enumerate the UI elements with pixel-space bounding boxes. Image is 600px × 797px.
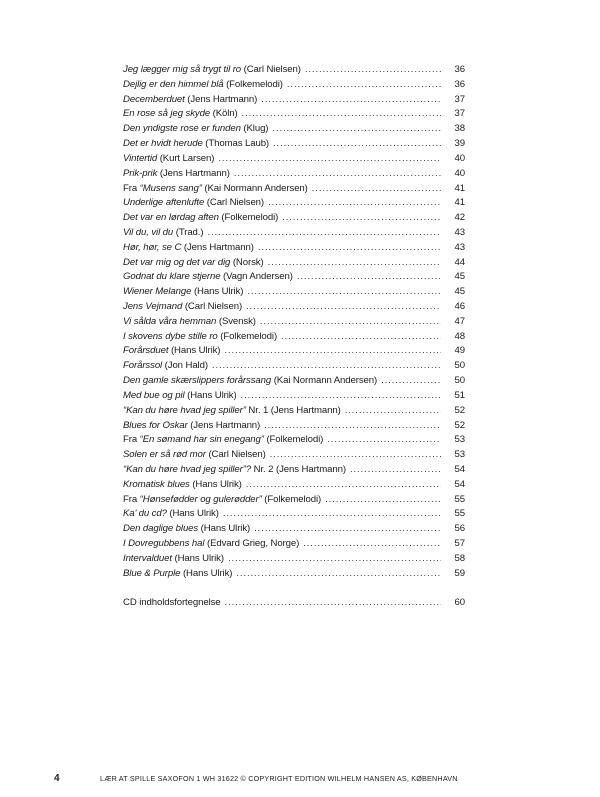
toc-entry-title [123,137,269,152]
toc-entry-page: 39 [454,138,465,150]
dot-leader [228,552,441,567]
toc-entry-title [123,463,346,478]
dot-leader [246,300,441,315]
toc-entry-title [123,404,341,419]
dot-leader [303,537,441,552]
toc-entry-song-title: Den yndigste rose er funden [123,123,241,135]
toc-entry-cd-index[interactable] [123,596,465,611]
toc-entry-song-title: “En sømand har sin enegang” [139,434,264,446]
dot-leader [287,78,441,93]
toc-entry-page: 55 [454,508,465,520]
dot-leader [225,596,441,611]
toc-entry-credit: (Hans Ulrik) [168,345,221,357]
toc-entry-song-title: Blues for Oskar [123,419,188,431]
toc-entry-song-title: Det var mig og det var dig [123,256,231,268]
toc-entry-song-title: Godnat du klare stjerne [123,271,221,283]
toc-entry-credit: Nr. 1 (Jens Hartmann) [245,404,341,416]
toc-entry-credit: (Kai Normann Andersen) [201,182,308,194]
toc-entry[interactable] [123,567,465,582]
toc-entry-title [123,63,301,78]
dot-leader [234,167,441,182]
toc-entry[interactable] [123,507,465,522]
toc-entry[interactable] [123,537,465,552]
toc-entry[interactable] [123,226,465,241]
page-footer [54,773,554,784]
toc-entry-title [123,241,254,256]
toc-entry-title [123,256,264,271]
toc-entry[interactable] [123,448,465,463]
toc-entry[interactable] [123,78,465,93]
toc-entry-page: 56 [454,523,465,535]
dot-leader [272,122,441,137]
toc-entry-song-title: Den daglige blues [123,523,199,535]
dot-leader [270,448,441,463]
toc-entry-page: 43 [454,241,465,253]
dot-leader [218,152,441,167]
toc-entry-title [123,567,232,582]
toc-entry[interactable] [123,256,465,271]
toc-entry-song-title: Forårsduet [123,345,169,357]
toc-entry-song-title: I Dovregubbens hal [123,538,205,549]
toc-entry-song-title: Kromatisk blues [123,478,190,490]
dot-leader [305,63,441,78]
toc-entry-credit: (Hans Ulrik) [198,523,251,535]
toc-entry-credit: (Jon Hald) [162,360,208,372]
toc-entry-title [123,167,230,182]
toc-entry-title [123,522,250,537]
toc-entry-credit: (Kurt Larsen) [157,152,215,164]
toc-entry[interactable] [123,63,465,78]
toc-entry-title [123,93,257,108]
toc-entry-credit: (Carl Nielsen) [204,197,265,209]
page-number: 4 [54,773,60,784]
toc-entry-credit: (Edvard Grieg, Norge) [204,538,300,549]
toc-entry-title [123,122,268,137]
toc-entry-song-title: Den gamle skærslippers forårssang [123,375,272,387]
toc-entry-page: 37 [454,93,465,105]
toc-entry-song-title: Intervalduet [123,552,172,564]
toc-entry-title [123,507,219,522]
toc-entry-song-title: Prik-prik [123,167,158,179]
toc-entry-credit: (Carl Nielsen) [182,301,243,312]
toc-entry-page: 40 [454,152,465,164]
toc-entry-page: 58 [454,552,465,564]
toc-entry[interactable] [123,344,465,359]
toc-entry-page: 53 [454,449,465,461]
toc-entry-page: 55 [454,493,465,505]
toc-entry-title [123,344,220,359]
toc-entry-song-title: I skovens dybe stille ro [123,330,218,342]
toc-entry[interactable] [123,404,465,419]
toc-entry-page: 46 [454,301,465,312]
dot-leader [261,93,441,108]
toc-entry-title [123,226,203,241]
toc-entry-page: 59 [454,567,465,579]
toc-entry-page: 43 [454,226,465,238]
toc-entry-credit: (Folkemelodi) [218,212,279,224]
toc-entry-song-title: Underlige aftenlufte [123,197,205,209]
toc-entry-credit: (Kai Normann Andersen) [271,375,378,387]
toc-entry[interactable] [123,196,465,211]
toc-entry-credit: (Hans Ulrik) [189,478,242,490]
toc-entry-credit: (Folkemelodi) [263,434,324,446]
toc-entry-page: 50 [454,360,465,372]
dot-leader [207,226,441,241]
toc-entry-song-title: Jeg lægger mig så trygt til ro [123,64,242,75]
toc-entry-credit: (Klug) [240,123,269,135]
toc-entry[interactable] [123,463,465,478]
toc-entry-credit: (Folkemelodi) [217,330,278,342]
toc-entry-title [123,78,283,93]
dot-leader [254,522,441,537]
toc-entry-page: 41 [454,197,465,209]
dot-leader [268,196,441,211]
toc-entry-credit: (Vagn Andersen) [220,271,293,283]
toc-entry-song-title: Vi sålda våra hemman [123,315,217,327]
toc-entry-page: 42 [454,212,465,224]
toc-entry[interactable] [123,478,465,493]
dot-leader [223,507,441,522]
dot-leader [247,285,441,300]
dot-leader [282,211,441,226]
toc-entry[interactable] [123,182,465,197]
toc-entry-page: 52 [454,404,465,416]
toc-entry-title [123,152,214,167]
toc-entry-title [123,330,277,345]
toc-entry[interactable] [123,152,465,167]
toc-entry-title [123,374,377,389]
toc-entry[interactable] [123,359,465,374]
toc-entry-credit: (Hans Ulrik) [191,286,244,298]
toc-entry[interactable] [123,241,465,256]
toc-entry-song-title: Vintertid [123,152,158,164]
toc-entry[interactable] [123,137,465,152]
toc-entry-credit: (Hans Ulrik) [180,567,233,579]
toc-entry-song-title: “Kan du høre hvad jeg spiller”? [123,463,252,475]
toc-entry-credit: (Svensk) [216,315,256,327]
toc-entry-title [123,433,323,448]
toc-entry-title [123,196,264,211]
toc-entry-page: 49 [454,345,465,357]
toc-entry-title [123,300,242,315]
dot-leader [246,478,441,493]
toc-entry-song-title: Det var en lørdag aften [123,212,219,224]
toc-entry-song-title: Hør, hør, se C [123,241,182,253]
toc-entry-page: 54 [454,463,465,475]
toc-entry[interactable] [123,211,465,226]
toc-entry-page: 51 [454,389,465,401]
dot-leader [268,256,441,271]
toc-entry-credit: (Jens Hartmann) [181,241,254,253]
toc-entry-song-title: Dejlig er den himmel blå [123,78,224,90]
toc-entry-title [123,552,224,567]
dot-leader [212,359,441,374]
toc-entry-title [123,182,308,197]
toc-entry-credit: (Trad.) [173,226,204,238]
toc-entry-credit: (Thomas Laub) [202,138,270,150]
toc-entry-prefix: Fra [123,434,140,446]
toc-entry-title [123,107,238,122]
toc-entry-credit: (Norsk) [230,256,264,268]
toc-entry[interactable] [123,330,465,345]
toc-entry-prefix: Fra [123,493,140,505]
toc-entry[interactable] [123,107,465,122]
toc-entry-title [123,537,299,552]
toc-entry-title [123,270,293,285]
toc-entry-title [123,493,321,508]
toc-entry-song-title: Det er hvidt herude [123,138,203,150]
dot-leader [224,344,441,359]
toc-entry-song-title: “Musens sang” [139,182,202,194]
toc-entry-credit: (Carl Nielsen) [205,449,266,461]
toc-entry[interactable] [123,285,465,300]
toc-entry[interactable] [123,270,465,285]
toc-entry-prefix: Fra [123,182,140,194]
toc-entry-page: 47 [454,315,465,327]
dot-leader [345,404,441,419]
dot-leader [242,107,441,122]
dot-leader [273,137,441,152]
toc-entry-title [123,448,266,463]
toc-entry-song-title: Solen er så rød mor [123,449,206,461]
toc-entry-page: 45 [454,286,465,298]
toc-entry-title [123,419,260,434]
toc-entry-title: CD indholdsfortegnelse [123,596,221,608]
toc-entry-title [123,315,256,330]
dot-leader [297,270,441,285]
toc-entry[interactable] [123,93,465,108]
toc-entry-song-title: Jens Vejmand [123,301,183,312]
toc-entry-page: 36 [454,64,465,75]
toc-entry-page: 38 [454,123,465,135]
dot-leader [258,241,441,256]
toc-entry-song-title: Blue & Purple [123,567,181,579]
toc-entry-page: 37 [454,108,465,120]
toc-entry-credit: (Carl Nielsen) [241,64,301,75]
dot-leader [241,389,441,404]
toc-entry[interactable] [123,122,465,137]
toc-entry-title [123,211,278,226]
toc-entry-song-title: Wiener Melange [123,286,192,298]
toc-entry-page: 40 [454,167,465,179]
dot-leader [327,433,441,448]
toc-entry-credit: (Hans Ulrik) [184,389,237,401]
toc-entry-page: 44 [454,256,465,268]
toc-entry[interactable] [123,522,465,537]
toc-entry-title [123,478,242,493]
toc-entry-song-title: En rose så jeg skyde [123,108,211,120]
toc-entry-song-title: Med bue og pil [123,389,185,401]
footer-copyright: LÆR AT SPILLE SAXOFON 1 WH 31622 © COPYRIGHT EDITION WILHELM HANSEN AS, KØBENHAVN [100,774,458,783]
toc-entry-song-title: Vil du, vil du [123,226,174,238]
toc-entry[interactable] [123,433,465,448]
toc-entry-credit: (Jens Hartmann) [187,419,261,431]
dot-leader [312,182,441,197]
toc-entry-song-title: Ka’ du cd? [123,508,167,520]
toc-entry-credit: (Folkemelodi) [261,493,322,505]
toc-entry-page: 52 [454,419,465,431]
toc-entry-page: 45 [454,271,465,283]
table-of-contents [123,63,465,611]
toc-entry-page: 36 [454,78,465,90]
dot-leader [281,330,441,345]
toc-entry[interactable] [123,167,465,182]
toc-entry[interactable] [123,374,465,389]
toc-entry-song-title: Decemberduet [123,93,185,105]
toc-entry-page: 60 [454,596,465,608]
toc-entry[interactable] [123,300,465,315]
toc-entry-credit: (Hans Ulrik) [171,552,224,564]
dot-leader [264,419,441,434]
toc-entry[interactable] [123,315,465,330]
toc-entry-page: 57 [454,538,465,549]
toc-entry-title [123,389,237,404]
toc-entry-title [123,359,208,374]
toc-entry[interactable] [123,493,465,508]
toc-entry-song-title: “Hønsefødder og gulerødder” [139,493,262,505]
dot-leader [236,567,441,582]
toc-entry-credit: Nr. 2 (Jens Hartmann) [251,463,346,475]
toc-entry-credit: (Jens Hartmann) [157,167,230,179]
toc-entry-page: 54 [454,478,465,490]
dot-leader [325,493,441,508]
toc-entry-credit: (Folkemelodi) [223,78,283,90]
toc-entry-page: 41 [454,182,465,194]
toc-entry-page: 48 [454,330,465,342]
toc-entry-page: 53 [454,434,465,446]
toc-entry[interactable] [123,389,465,404]
toc-entry-credit: (Köln) [210,108,238,120]
toc-entry-credit: (Jens Hartmann) [184,93,258,105]
toc-entry-song-title: “Kan du høre hvad jeg spiller” [123,404,246,416]
toc-entry[interactable] [123,552,465,567]
dot-leader [260,315,441,330]
toc-entry-credit: (Hans Ulrik) [166,508,219,520]
toc-entry-page: 50 [454,375,465,387]
dot-leader [350,463,441,478]
toc-entry-song-title: Forårssol [123,360,163,372]
toc-entry[interactable] [123,419,465,434]
dot-leader [381,374,441,389]
toc-entry-title [123,285,243,300]
